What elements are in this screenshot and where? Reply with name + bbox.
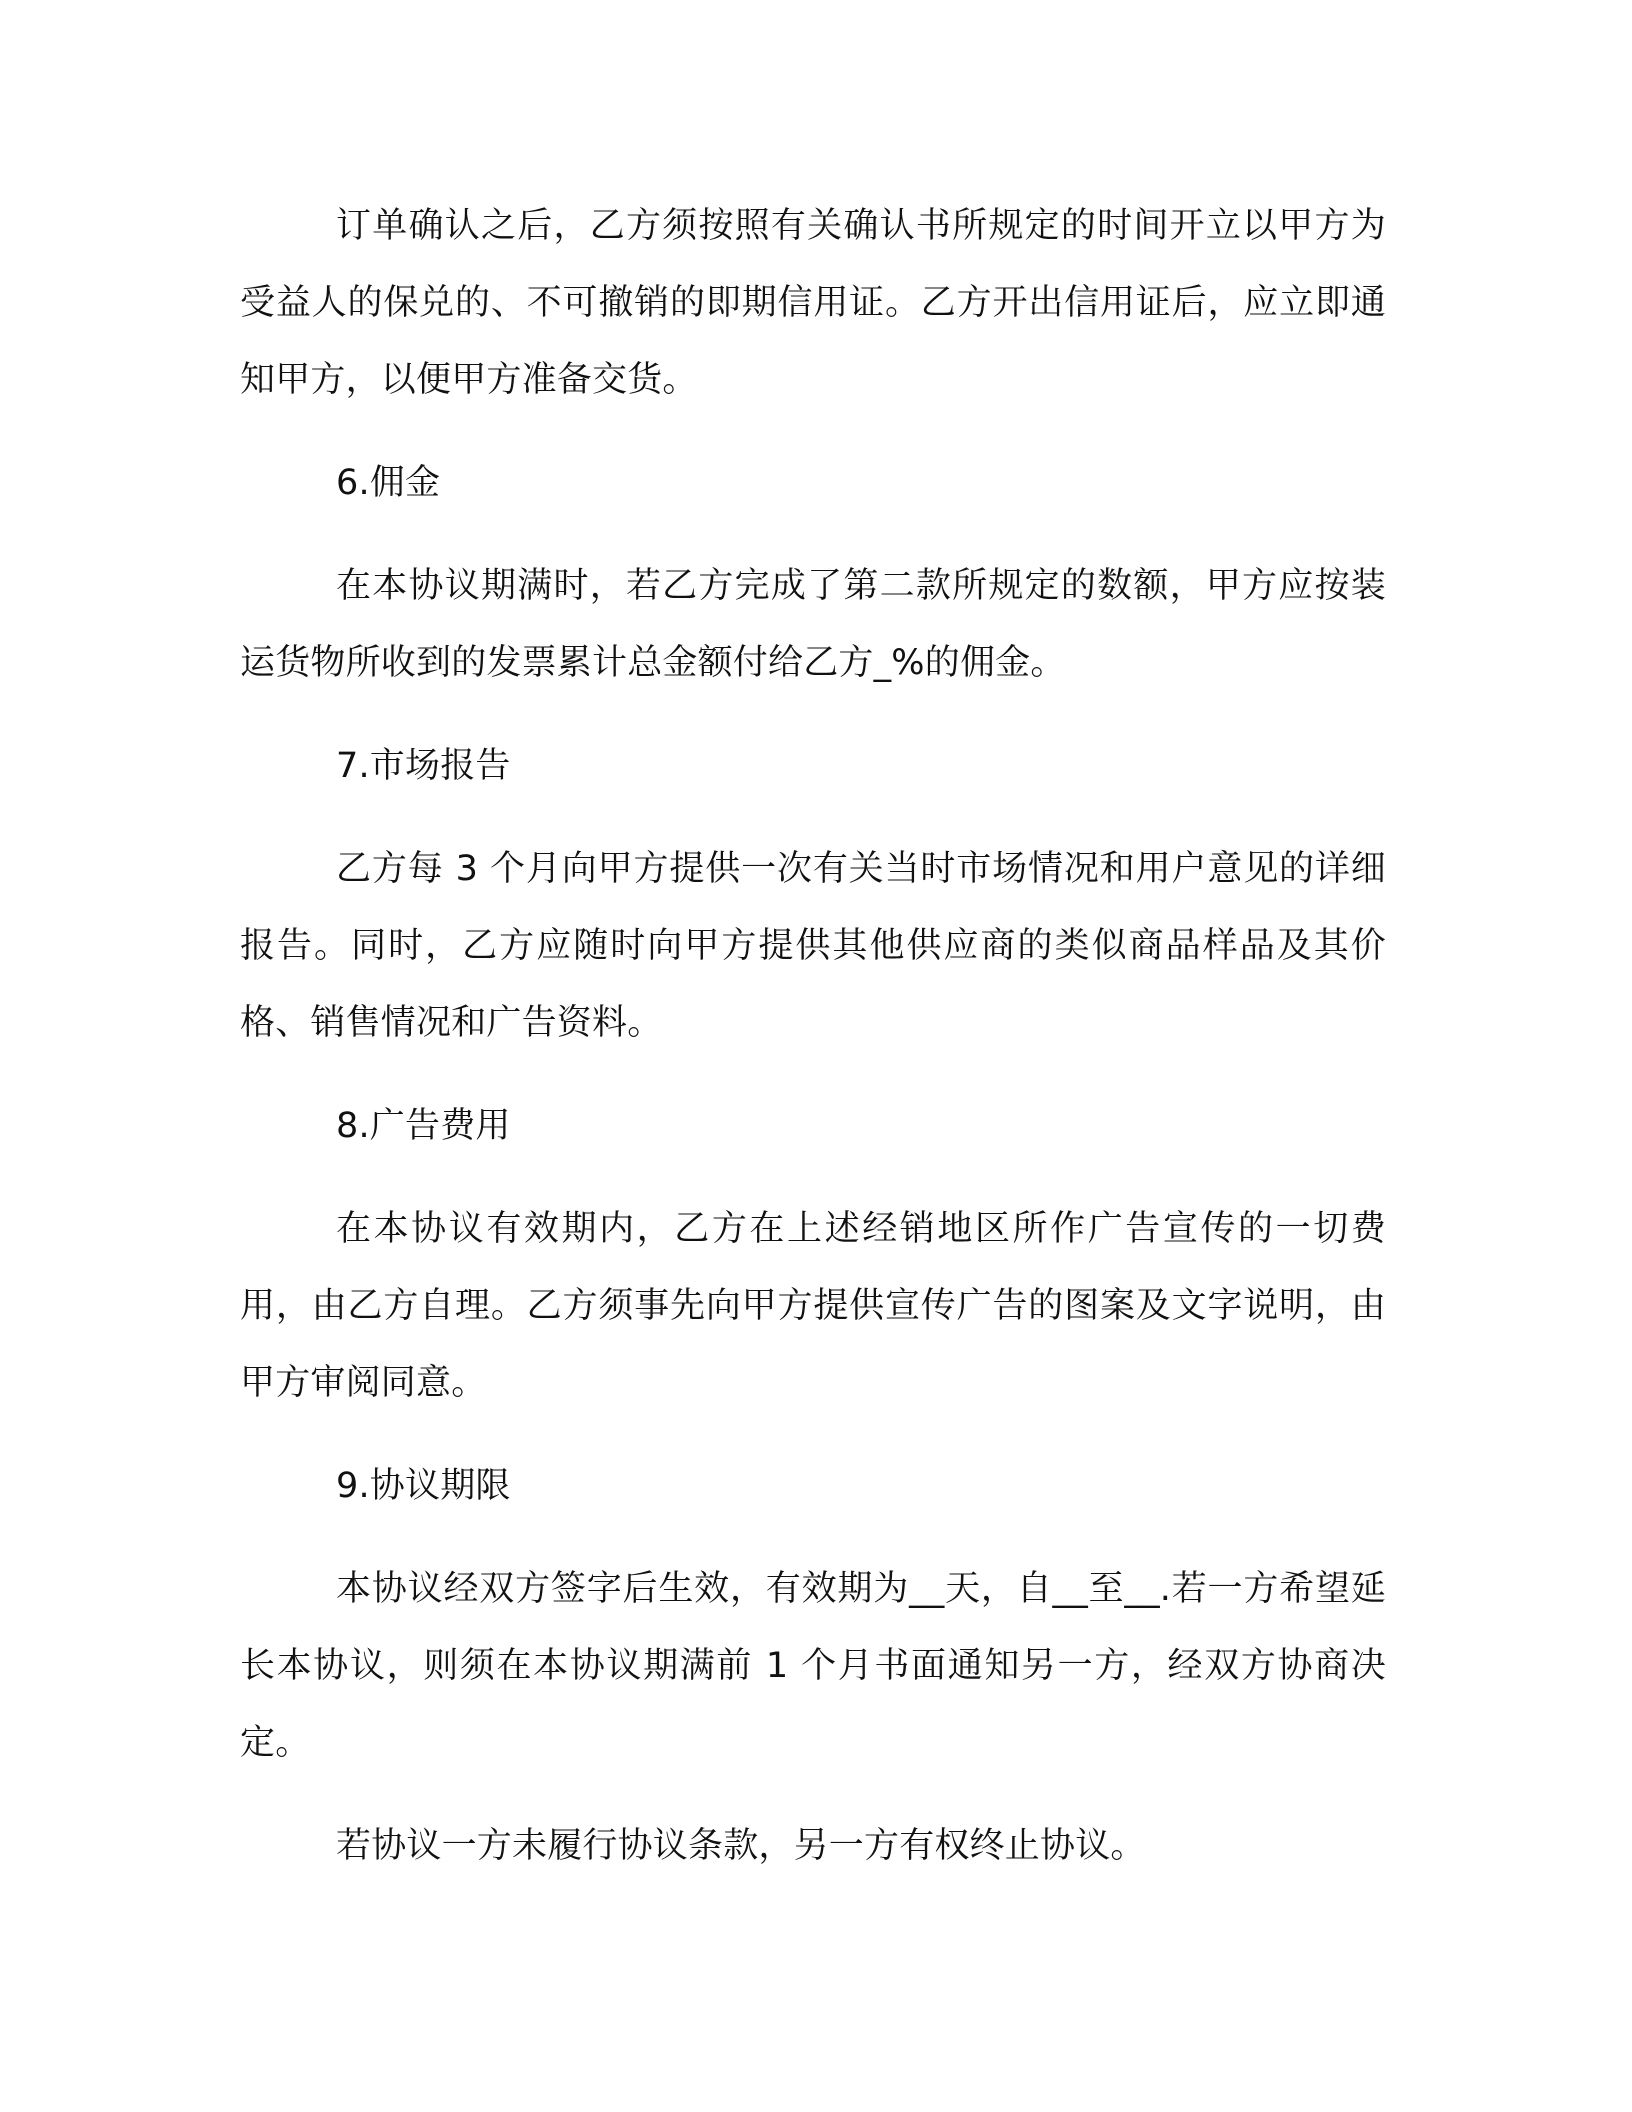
paragraph-termination: 若协议一方未履行协议条款，另一方有权终止协议。 xyxy=(336,1826,1146,1866)
section-heading-agreement-term: 9.协议期限 xyxy=(336,1466,511,1506)
section-heading-advertising-costs: 8.广告费用 xyxy=(336,1106,511,1146)
document-body xyxy=(240,188,1386,1911)
paragraph-advertising-costs: 在本协议有效期内，乙方在上述经销地区所作广告宣传的一切费用，由乙方自理。乙方须事先向甲方提供宣传广告的图案及文字说明，由甲方审阅同意。 xyxy=(240,1209,1386,1403)
paragraph-agreement-term: 本协议经双方签字后生效，有效期为__天，自__至__.若一方希望延长本协议，则须在本协议期满前 1 个月书面通知另一方，经双方协商决定。 xyxy=(240,1569,1386,1763)
section-heading-market-report: 7.市场报告 xyxy=(336,746,511,786)
paragraph-commission: 在本协议期满时，若乙方完成了第二款所规定的数额，甲方应按装运货物所收到的发票累计总金额付给乙方_%的佣金。 xyxy=(240,566,1386,683)
section-heading-commission: 6.佣金 xyxy=(336,463,441,503)
paragraph-lc-payment: 订单确认之后，乙方须按照有关确认书所规定的时间开立以甲方为受益人的保兑的、不可撤销的即期信用证。乙方开出信用证后，应立即通知甲方，以便甲方准备交货。 xyxy=(240,206,1386,400)
paragraph-market-report: 乙方每 3 个月向甲方提供一次有关当时市场情况和用户意见的详细报告。同时，乙方应随时向甲方提供其他供应商的类似商品样品及其价格、销售情况和广告资料。 xyxy=(240,849,1386,1043)
